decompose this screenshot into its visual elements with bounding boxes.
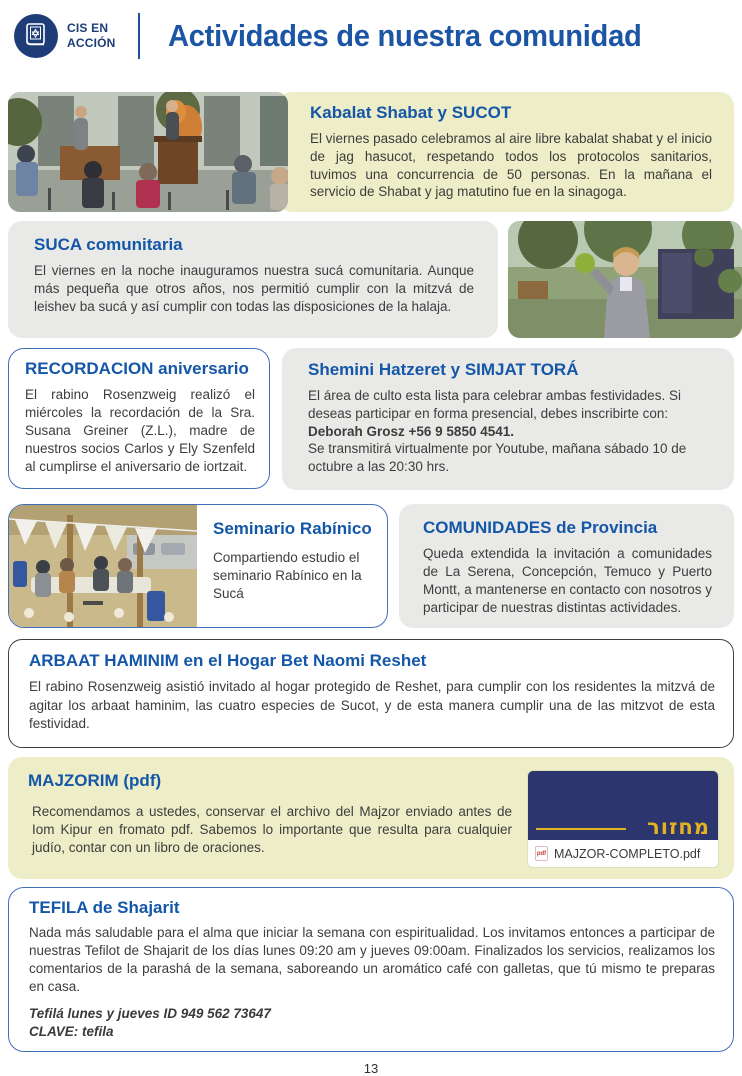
comunidades-card: [399, 504, 734, 628]
seminario-text: [197, 505, 387, 627]
seminario-body: Compartiendo estudio el seminario Rabínico en la Sucá: [213, 550, 362, 601]
pdf-file-name: MAJZOR-COMPLETO.pdf: [554, 846, 701, 861]
section-arbaat-haminim: [8, 639, 734, 748]
pdf-cover-gold-line: [536, 828, 626, 830]
seminario-suca-photo: [9, 505, 197, 627]
section-majzorim: [8, 757, 734, 879]
recordacion-body: El rabino Rosenzweig realizó el miércoles la recordación de la Sra. Susana Greiner (Z.L.), madre de nuestros socios Carlos y Ely Szenfeld al cumplirse el aniversario de iortzait.: [25, 387, 255, 475]
arbaat-title: ARBAAT HAMINIM en el Hogar Bet Naomi Reshet: [29, 651, 427, 671]
book-star-of-david-icon: [22, 20, 50, 53]
shemini-title: Shemini Hatzeret y SIMJAT TORÁ: [308, 360, 579, 379]
seminario-card: [8, 504, 388, 628]
cis-logo: [14, 14, 58, 58]
kabalat-title: Kabalat Shabat y SUCOT: [310, 103, 512, 122]
page-header: [8, 8, 734, 64]
pdf-cover-hebrew-text: מחזור: [647, 815, 710, 840]
shemini-body2: Se transmitirá virtualmente por Youtube, mañana sábado 10 de octubre a las 20:30 hrs.: [308, 441, 687, 475]
majzorim-body: Recomendamos a ustedes, conservar el archivo del Majzor enviado antes de Iom Kipur en fromato pdf. Sabemos lo importante que resulta para cualquier judío, contar con un libro de oraciones.: [32, 804, 512, 856]
section-memorial-row: [8, 348, 734, 490]
header-divider: [138, 13, 140, 59]
recordacion-title: RECORDACION aniversario: [25, 359, 249, 378]
section-kabalat-shabat: [8, 92, 734, 212]
logo-line2: ACCIÓN: [67, 36, 116, 50]
section-tefila: [8, 887, 734, 1052]
pdf-file-icon: pdf: [535, 846, 548, 861]
seminario-title: Seminario Rabínico: [213, 519, 372, 539]
majzorim-title: MAJZORIM (pdf): [28, 771, 162, 791]
kabalat-body: El viernes pasado celebramos al aire libre kabalat shabat y el inicio de jag hasucot, respetando todos los protocolos sanitarios, tuvimos una concurrencia de 50 personas. En la mañana el servicio de Shabat y jag matutino fue en la sinagoga.: [310, 131, 712, 200]
kabalat-outdoor-ceremony-photo: [8, 92, 288, 212]
suca-body: El viernes en la noche inauguramos nuestra sucá comunitaria. Aunque más pequeña que otros años, nos permitió cumplir con la mitzvá de leishev ba sucá y así cumplir con todas las disposiciones de la halaja.: [34, 263, 474, 314]
tefila-meeting-id: Tefilá lunes y jueves ID 949 562 73647: [29, 1005, 271, 1021]
logo-line1: CIS EN: [67, 21, 109, 35]
shemini-card: [282, 348, 734, 490]
tefila-body: Nada más saludable para el alma que iniciar la semana con espiritualidad. Los invitamos entonces a participar de nuestras Tefilot de Shajarit de los días lunes 09:20 am y jueves 09:00am. Finalizados los servicios, realizamos los comentarios de la parashá de la semana, saboreando un aromático café con galletas, que tú mismo te preparas en casa.: [29, 925, 715, 994]
page-number: 13: [363, 1061, 379, 1076]
kabalat-card: [278, 92, 734, 212]
majzor-pdf-attachment[interactable]: [528, 771, 718, 867]
comunidades-title: COMUNIDADES de Provincia: [423, 518, 658, 538]
tefila-clave: CLAVE: tefila: [29, 1023, 114, 1039]
section-suca-comunitaria: [8, 221, 734, 338]
majzor-pdf-cover-thumbnail: [528, 771, 718, 840]
comunidades-body: Queda extendida la invitación a comunidades de La Serena, Concepción, Temuco y Puerto Montt, a mantenerse en contacto con nosotros y participar de nuestras distintas actividades.: [423, 546, 712, 615]
tefila-title: TEFILA de Shajarit: [29, 898, 180, 918]
recordacion-card: [8, 348, 270, 489]
suca-title: SUCA comunitaria: [34, 235, 183, 254]
page-title: Actividades de nuestra comunidad: [167, 18, 642, 53]
logo-wordmark: [67, 21, 116, 51]
shemini-body1: El área de culto esta lista para celebrar ambas festividades. Si deseas participar en forma presencial, debes inscribirte con:: [308, 388, 681, 421]
section-seminar-row: [8, 504, 734, 628]
suca-inauguration-photo: [508, 221, 742, 338]
arbaat-body: El rabino Rosenzweig asistió invitado al hogar protegido de Reshet, para cumplir con los residentes la mitzvá de agitar los arbaat haminim, las cuatro especies de Sucot, y de esta manera cumplir una de las mitzvot de esta festividad.: [29, 679, 715, 732]
majzorim-text: [28, 771, 528, 867]
tefila-meeting-info: [29, 1005, 715, 1041]
suca-card: [8, 221, 498, 338]
shemini-contact: Deborah Grosz +56 9 5850 4541.: [308, 423, 514, 439]
pdf-attachment-caption: [528, 840, 718, 867]
